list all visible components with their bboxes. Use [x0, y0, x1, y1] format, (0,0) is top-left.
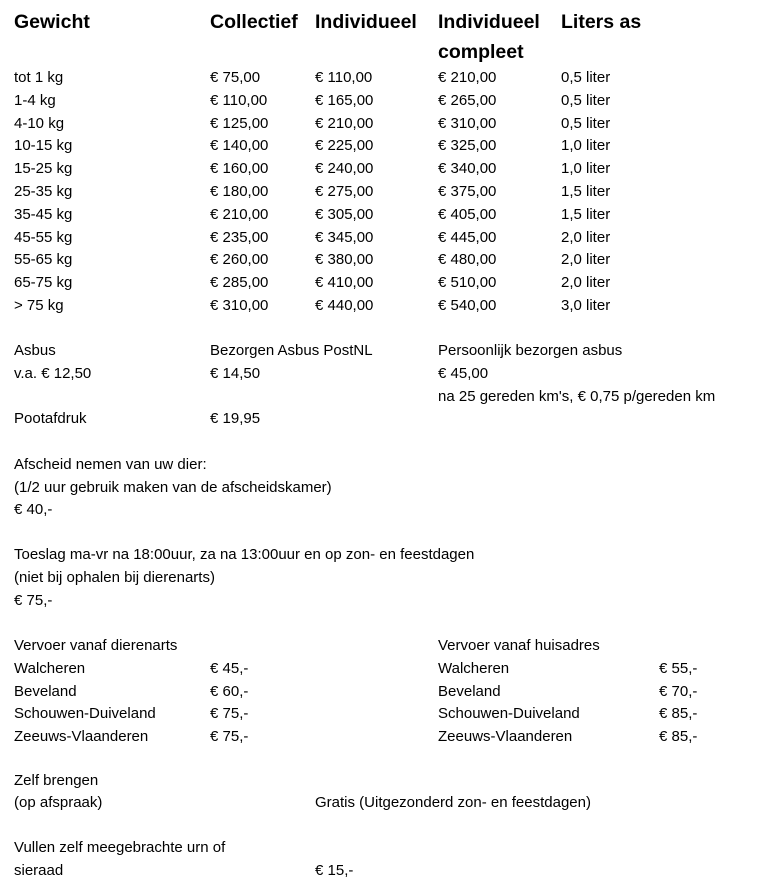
individueel-cell: € 165,00	[315, 92, 374, 109]
asbus-price: v.a. € 12,50	[14, 365, 92, 382]
huisadres-region: Beveland	[438, 683, 501, 700]
asbus-label: Asbus	[14, 342, 56, 359]
liters-cell: 2,0 liter	[561, 274, 611, 291]
collectief-cell: € 210,00	[210, 206, 269, 223]
toeslag-line1: Toeslag ma-vr na 18:00uur, za na 13:00uur en op zon- en feestdagen	[14, 546, 475, 563]
huisadres-price: € 85,-	[659, 728, 698, 745]
collectief-cell: € 110,00	[210, 92, 268, 109]
collectief-cell: € 75,00	[210, 69, 261, 86]
dierenarts-region: Schouwen-Duiveland	[14, 705, 156, 722]
pootafdruk-price: € 19,95	[210, 410, 261, 427]
collectief-cell: € 235,00	[210, 229, 269, 246]
collectief-cell: € 125,00	[210, 115, 269, 132]
individueel-cell: € 305,00	[315, 206, 374, 223]
compleet-cell: € 340,00	[438, 160, 497, 177]
weight-cell: tot 1 kg	[14, 69, 64, 86]
vullen-line1: Vullen zelf meegebrachte urn of	[14, 839, 226, 856]
header-collectief: Collectief	[210, 11, 298, 33]
liters-cell: 0,5 liter	[561, 69, 611, 86]
compleet-cell: € 325,00	[438, 137, 497, 154]
individueel-cell: € 225,00	[315, 137, 374, 154]
header-individueel-compleet-line1: Individueel	[438, 11, 540, 33]
compleet-cell: € 445,00	[438, 229, 497, 246]
toeslag-price: € 75,-	[14, 592, 53, 609]
compleet-cell: € 375,00	[438, 183, 497, 200]
huisadres-region: Walcheren	[438, 660, 510, 677]
individueel-cell: € 380,00	[315, 251, 374, 268]
weight-cell: 15-25 kg	[14, 160, 73, 177]
weight-cell: 10-15 kg	[14, 137, 73, 154]
liters-cell: 2,0 liter	[561, 229, 611, 246]
individueel-cell: € 275,00	[315, 183, 374, 200]
individueel-cell: € 210,00	[315, 115, 374, 132]
weight-cell: > 75 kg	[14, 297, 64, 314]
compleet-cell: € 540,00	[438, 297, 497, 314]
individueel-cell: € 345,00	[315, 229, 374, 246]
huisadres-region: Schouwen-Duiveland	[438, 705, 580, 722]
zelf-brengen-price: Gratis (Uitgezonderd zon- en feestdagen)	[315, 794, 591, 811]
huisadres-price: € 55,-	[659, 660, 698, 677]
liters-cell: 0,5 liter	[561, 92, 611, 109]
individueel-cell: € 240,00	[315, 160, 374, 177]
header-gewicht: Gewicht	[14, 11, 90, 33]
toeslag-line2: (niet bij ophalen bij dierenarts)	[14, 569, 215, 586]
collectief-cell: € 260,00	[210, 251, 269, 268]
pootafdruk-label: Pootafdruk	[14, 410, 87, 427]
zelf-brengen-line1: Zelf brengen	[14, 772, 99, 789]
compleet-cell: € 310,00	[438, 115, 497, 132]
collectief-cell: € 180,00	[210, 183, 269, 200]
collectief-cell: € 140,00	[210, 137, 269, 154]
vervoer-huisadres-title: Vervoer vanaf huisadres	[438, 637, 600, 654]
weight-cell: 55-65 kg	[14, 251, 73, 268]
vervoer-dierenarts-title: Vervoer vanaf dierenarts	[14, 637, 178, 654]
vullen-line2: sieraad	[14, 862, 64, 879]
dierenarts-region: Beveland	[14, 683, 77, 700]
individueel-cell: € 440,00	[315, 297, 374, 314]
liters-cell: 1,0 liter	[561, 137, 611, 154]
asbus-personal-price: € 45,00	[438, 365, 489, 382]
asbus-personal-note: na 25 gereden km's, € 0,75 p/gereden km	[438, 388, 716, 405]
asbus-postnl-label: Bezorgen Asbus PostNL	[210, 342, 373, 359]
dierenarts-region: Walcheren	[14, 660, 86, 677]
compleet-cell: € 210,00	[438, 69, 497, 86]
liters-cell: 1,5 liter	[561, 206, 611, 223]
asbus-postnl-price: € 14,50	[210, 365, 261, 382]
individueel-cell: € 410,00	[315, 274, 374, 291]
afscheid-line2: (1/2 uur gebruik maken van de afscheidskamer)	[14, 479, 332, 496]
compleet-cell: € 480,00	[438, 251, 497, 268]
dierenarts-region: Zeeuws-Vlaanderen	[14, 728, 149, 745]
weight-cell: 25-35 kg	[14, 183, 73, 200]
zelf-brengen-line2: (op afspraak)	[14, 794, 103, 811]
huisadres-price: € 70,-	[659, 683, 698, 700]
huisadres-price: € 85,-	[659, 705, 698, 722]
liters-cell: 1,5 liter	[561, 183, 611, 200]
header-liters-as: Liters as	[561, 11, 642, 33]
weight-cell: 35-45 kg	[14, 206, 73, 223]
weight-cell: 4-10 kg	[14, 115, 65, 132]
header-individueel: Individueel	[315, 11, 417, 33]
individueel-cell: € 110,00	[315, 69, 373, 86]
dierenarts-price: € 60,-	[210, 683, 249, 700]
dierenarts-price: € 75,-	[210, 728, 249, 745]
afscheid-line1: Afscheid nemen van uw dier:	[14, 456, 207, 473]
afscheid-price: € 40,-	[14, 501, 53, 518]
liters-cell: 3,0 liter	[561, 297, 611, 314]
dierenarts-price: € 75,-	[210, 705, 249, 722]
compleet-cell: € 265,00	[438, 92, 497, 109]
weight-cell: 45-55 kg	[14, 229, 73, 246]
dierenarts-price: € 45,-	[210, 660, 249, 677]
collectief-cell: € 310,00	[210, 297, 269, 314]
liters-cell: 2,0 liter	[561, 251, 611, 268]
compleet-cell: € 510,00	[438, 274, 497, 291]
weight-cell: 1-4 kg	[14, 92, 56, 109]
header-individueel-compleet-line2: compleet	[438, 41, 524, 63]
collectief-cell: € 160,00	[210, 160, 269, 177]
huisadres-region: Zeeuws-Vlaanderen	[438, 728, 573, 745]
collectief-cell: € 285,00	[210, 274, 269, 291]
liters-cell: 0,5 liter	[561, 115, 611, 132]
asbus-personal-label: Persoonlijk bezorgen asbus	[438, 342, 623, 359]
compleet-cell: € 405,00	[438, 206, 497, 223]
liters-cell: 1,0 liter	[561, 160, 611, 177]
vullen-price: € 15,-	[315, 862, 354, 879]
weight-cell: 65-75 kg	[14, 274, 73, 291]
